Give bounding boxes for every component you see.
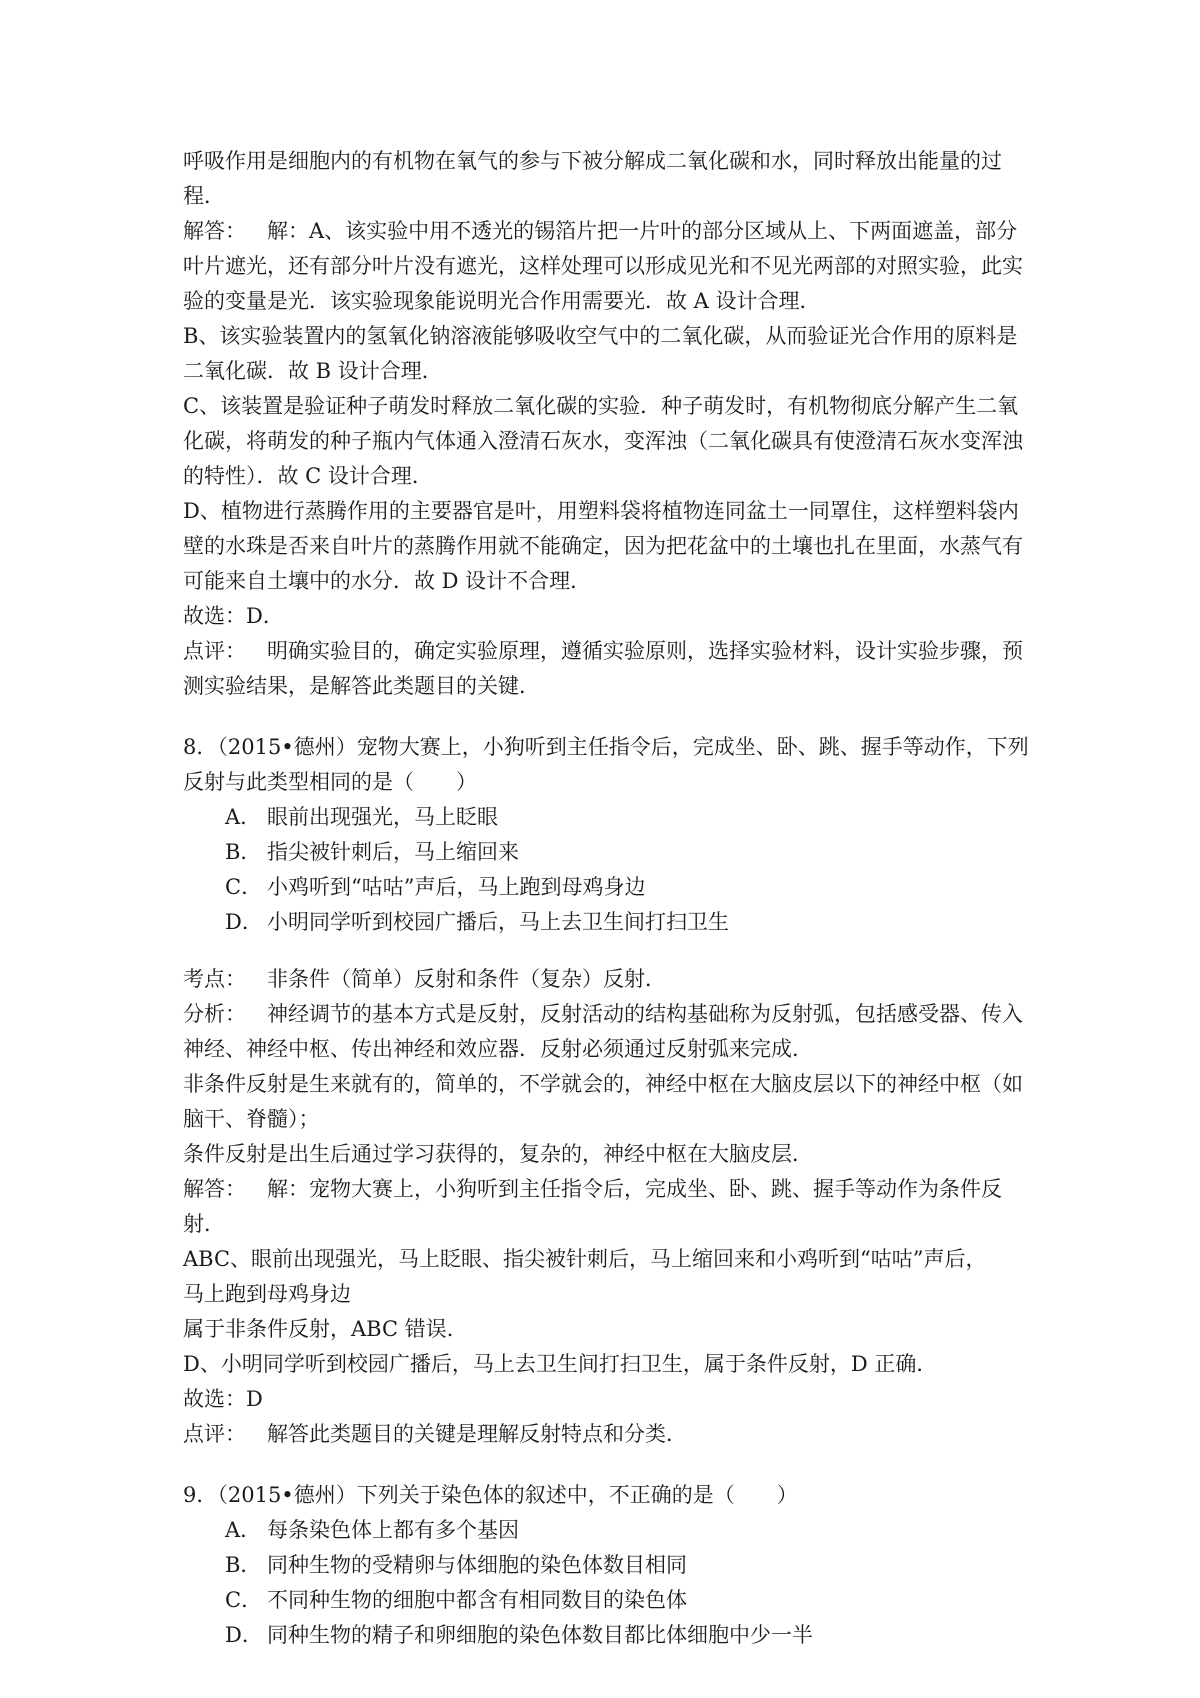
answer-label: 解答：	[183, 1177, 246, 1201]
question-8	[183, 730, 1033, 1452]
answer-paragraph-5: D、小明同学听到校园广播后，马上去卫生间打扫卫生，属于条件反射，D 正确．	[183, 1352, 938, 1376]
option-text: 指尖被针刺后，马上缩回来	[267, 840, 519, 864]
option-key: B．	[225, 1553, 262, 1577]
option-b	[225, 835, 1033, 870]
option-a	[225, 1513, 1033, 1548]
analysis-text: 神经调节的基本方式是反射，反射活动的结构基础称为反射弧，包括感受器、传入神经、神经中枢、传出神经和效应器．反射必须通过反射弧来完成．	[183, 1002, 1023, 1061]
option-key: A．	[225, 1518, 262, 1542]
option-key: B．	[225, 840, 262, 864]
answer-paragraph-2: ABC、眼前出现强光，马上眨眼、指尖被针刺后，马上缩回来和小鸡听到“咕咕”声后，	[183, 1247, 987, 1271]
option-key: C．	[225, 875, 263, 899]
choice-line: 故选：D	[183, 1387, 263, 1411]
question-stem: 9．（2015•德州）下列关于染色体的叙述中，不正确的是（ ）	[183, 1483, 798, 1507]
answer-c-paragraph: C、该装置是验证种子萌发时释放二氧化碳的实验．种子萌发时，有机物彻底分解产生二氧化碳，将萌发的种子瓶内气体通入澄清石灰水，变浑浊（二氧化碳具有使澄清石灰水变浑浊的特性）．故 C 设计合理．	[183, 394, 1023, 488]
option-key: D．	[225, 1623, 263, 1647]
option-c	[225, 1583, 1033, 1618]
question-9	[183, 1478, 1033, 1653]
option-text: 小明同学听到校园广播后，马上去卫生间打扫卫生	[267, 910, 729, 934]
answer-paragraph	[183, 1172, 1033, 1242]
option-text: 同种生物的受精卵与体细胞的染色体数目相同	[267, 1553, 687, 1577]
answer-d-paragraph: D、植物进行蒸腾作用的主要器官是叶，用塑料袋将植物连同盆土一同罩住，这样塑料袋内壁的水珠是否来自叶片的蒸腾作用就不能确定，因为把花盆中的土壤也扎在里面，水蒸气有可能来自土壤中的水分．故 D 设计不合理．	[183, 499, 1023, 593]
option-b	[225, 1548, 1033, 1583]
choice-line: 故选：D．	[183, 604, 284, 628]
answer-paragraph-3: 马上跑到母鸡身边	[183, 1282, 351, 1306]
document-page	[183, 144, 1033, 1653]
question-stem: 8．（2015•德州）宠物大赛上，小狗听到主任指令后，完成坐、卧、跳、握手等动作，下列反射与此类型相同的是（ ）	[183, 735, 1029, 794]
option-key: A．	[225, 805, 262, 829]
option-text: 不同种生物的细胞中都含有相同数目的染色体	[267, 1588, 687, 1612]
analysis-label: 分析：	[183, 1002, 246, 1026]
point-label: 考点：	[183, 967, 246, 991]
option-key: C．	[225, 1588, 263, 1612]
analysis-paragraph-2: 非条件反射是生来就有的，简单的，不学就会的，神经中枢在大脑皮层以下的神经中枢（如脑干、脊髓）；	[183, 1072, 1023, 1131]
analysis-paragraph	[183, 997, 1033, 1067]
point-paragraph	[183, 962, 1033, 997]
option-a	[225, 800, 1033, 835]
comment-text: 解答此类题目的关键是理解反射特点和分类．	[267, 1422, 687, 1446]
answer-text: 解：A、该实验中用不透光的锡箔片把一片叶的部分区域从上、下两面遮盖，部分叶片遮光，还有部分叶片没有遮光，这样处理可以形成见光和不见光两部的对照实验，此实验的变量是光．该实验现象能说明光合作用需要光．故 A 设计合理．	[183, 219, 1023, 313]
comment-label: 点评：	[183, 639, 246, 663]
comment-paragraph	[183, 634, 1033, 704]
comment-paragraph	[183, 1417, 1033, 1452]
option-key: D．	[225, 910, 263, 934]
answer-text: 解：宠物大赛上，小狗听到主任指令后，完成坐、卧、跳、握手等动作为条件反射．	[183, 1177, 1002, 1236]
answer-b-paragraph: B、该实验装置内的氢氧化钠溶液能够吸收空气中的二氧化碳，从而验证光合作用的原料是二氧化碳．故 B 设计合理．	[183, 324, 1018, 383]
option-d	[225, 1618, 1033, 1653]
analysis-paragraph-3: 条件反射是出生后通过学习获得的，复杂的，神经中枢在大脑皮层．	[183, 1142, 813, 1166]
comment-label: 点评：	[183, 1422, 246, 1446]
comment-text: 明确实验目的，确定实验原理，遵循实验原则，选择实验材料，设计实验步骤，预测实验结果，是解答此类题目的关键．	[183, 639, 1023, 698]
q7-solution	[183, 144, 1033, 704]
option-text: 小鸡听到“咕咕”声后，马上跑到母鸡身边	[267, 875, 646, 899]
intro-paragraph: 呼吸作用是细胞内的有机物在氧气的参与下被分解成二氧化碳和水，同时释放出能量的过程．	[183, 149, 1002, 208]
option-c	[225, 870, 1033, 905]
option-d	[225, 905, 1033, 940]
option-text: 同种生物的精子和卵细胞的染色体数目都比体细胞中少一半	[267, 1623, 813, 1647]
answer-label: 解答：	[183, 219, 246, 243]
answer-paragraph	[183, 214, 1033, 319]
point-text: 非条件（简单）反射和条件（复杂）反射．	[267, 967, 666, 991]
option-text: 眼前出现强光，马上眨眼	[267, 805, 498, 829]
answer-paragraph-4: 属于非条件反射，ABC 错误．	[183, 1317, 468, 1341]
option-text: 每条染色体上都有多个基因	[267, 1518, 519, 1542]
